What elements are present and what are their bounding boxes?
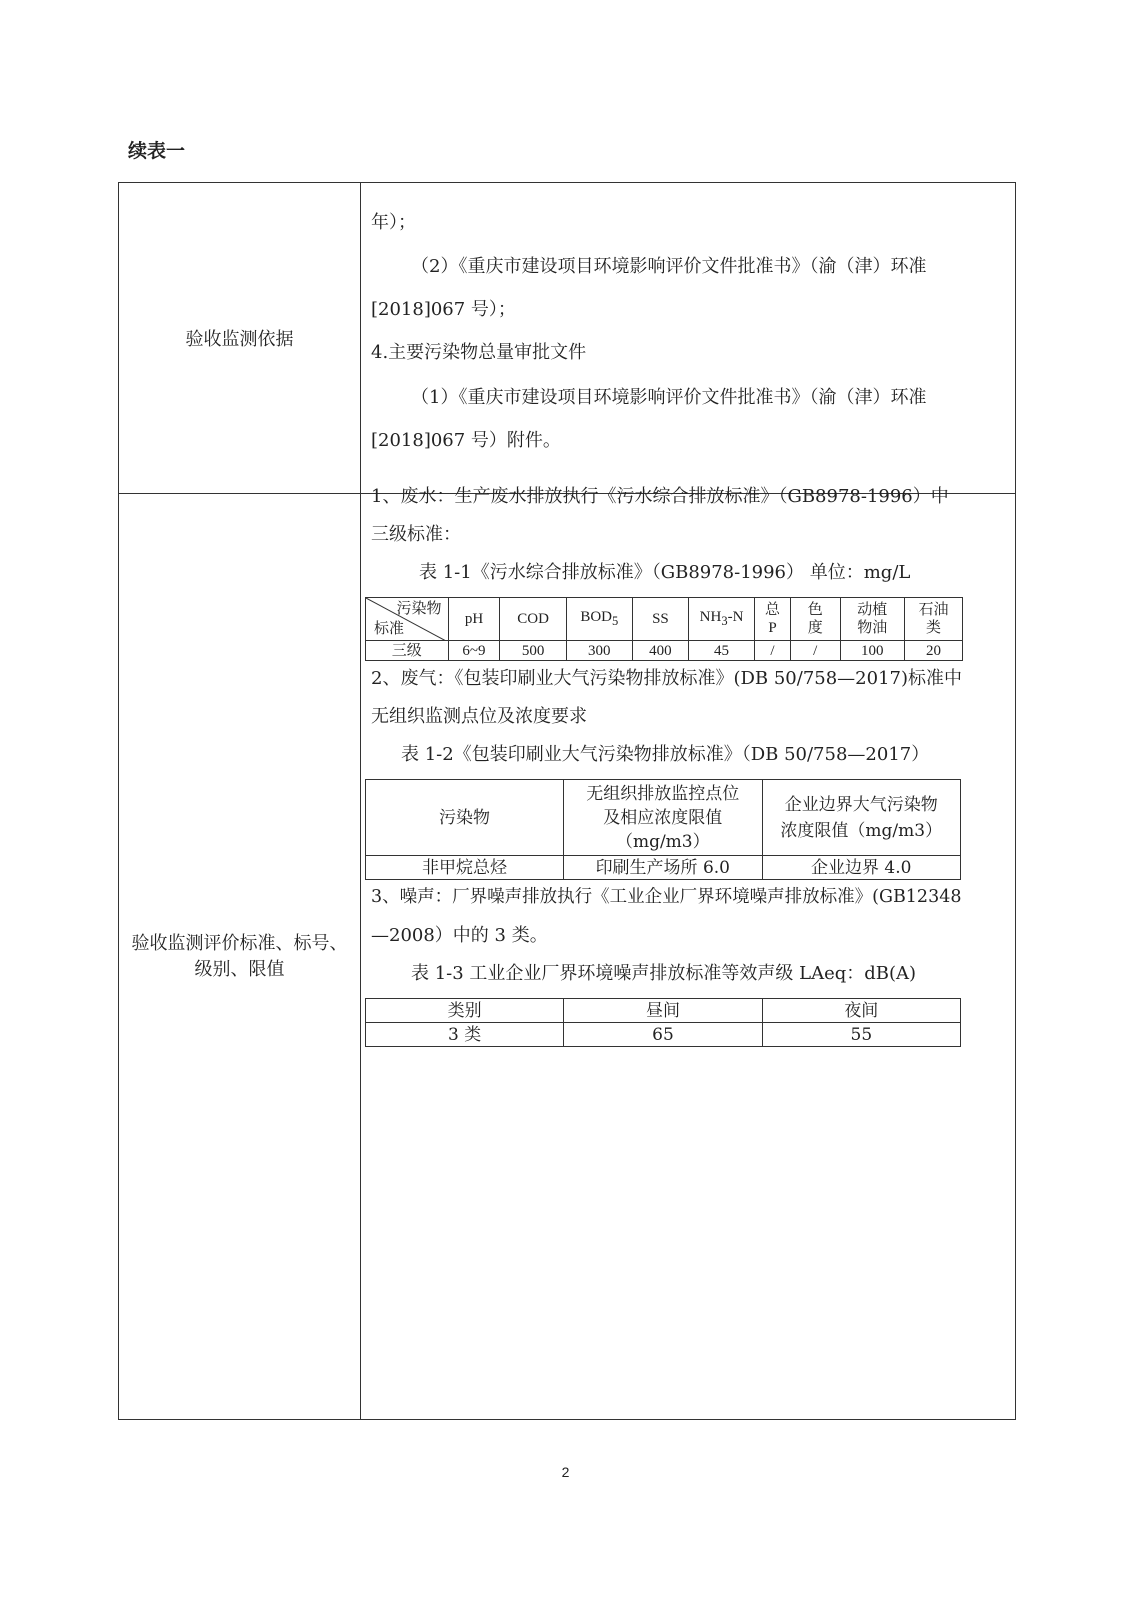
noise-line-2: —2008）中的 3 类。	[371, 925, 548, 946]
row2-label-line1: 验收监测评价标准、标号、	[131, 933, 348, 954]
noise-line-1: 3、噪声：厂界噪声排放执行《工业企业厂界环境噪声排放标准》(GB12348	[371, 887, 962, 907]
ww-header-tp-2: P	[768, 620, 777, 636]
row2-label	[119, 493, 360, 1421]
air-cell: 企业边界 4.0	[762, 856, 960, 880]
noise-cell: 3 类	[366, 1023, 564, 1047]
ww-header-oil-1: 动植	[857, 602, 888, 618]
ww-value: 6~9	[448, 641, 500, 661]
ww-row-label: 三级	[366, 641, 449, 661]
ww-header-ph: pH	[448, 598, 500, 641]
air-cell: 非甲烷总烃	[366, 856, 564, 880]
row1-label: 验收监测依据	[185, 329, 294, 350]
air-header-monitor-l3: （mg/m3）	[615, 831, 710, 852]
ww-header-bod5-sub: 5	[612, 614, 619, 628]
basis-line-6: [2018]067 号）附件。	[371, 430, 561, 451]
corner-top: 污染物	[396, 601, 442, 617]
ww-header-nh3n-a: NH	[699, 609, 722, 625]
noise-cell: 55	[762, 1023, 960, 1047]
ww-header-bod5-base: BOD	[580, 609, 612, 625]
column-divider	[360, 183, 361, 1419]
ww-value: /	[755, 641, 791, 661]
ww-value: 100	[840, 641, 904, 661]
basis-line-3: [2018]067 号）；	[371, 299, 516, 320]
basis-line-4: 4.主要污染物总量审批文件	[371, 342, 587, 363]
ww-header-nh3n-b: -N	[727, 609, 744, 625]
table3-caption: 表 1-3 工业企业厂界环境噪声排放标准等效声级 LAeq：dB(A)	[411, 963, 917, 984]
ww-header-tp-1: 总	[764, 602, 780, 618]
ww-header-petro	[904, 598, 962, 641]
air-header-pollutant: 污染物	[366, 780, 564, 856]
ww-header-color-1: 色	[807, 602, 823, 618]
ww-value: 20	[904, 641, 962, 661]
ww-header-petro-2: 类	[925, 620, 941, 636]
ww-header-oil-2: 物油	[857, 620, 888, 636]
ww-header-color	[790, 598, 840, 641]
ww-value: /	[790, 641, 840, 661]
corner-cell	[366, 598, 449, 641]
corner-bottom: 标准	[374, 621, 405, 637]
ww-header-nh3n-sub: 3	[721, 614, 728, 628]
wastewater-table	[365, 597, 963, 661]
air-header-monitor	[564, 780, 762, 856]
ww-header-oil	[840, 598, 904, 641]
noise-cell: 65	[564, 1023, 762, 1047]
row2-label-line2: 级别、限值	[194, 959, 285, 980]
ww-header-bod5	[566, 598, 632, 641]
wastewater-line-2: 三级标准：	[371, 524, 461, 545]
ww-header-tp	[755, 598, 791, 641]
air-header-boundary-l2: 浓度限值（mg/m3）	[780, 820, 943, 841]
basis-line-1: 年）；	[371, 212, 416, 233]
wastewater-line-1: 1、废水：生产废水排放执行《污水综合排放标准》（GB8978-1996）中	[371, 486, 949, 507]
air-table	[365, 779, 961, 880]
noise-table	[365, 998, 961, 1047]
ww-header-cod: COD	[500, 598, 566, 641]
page-title: 续表一	[128, 140, 186, 162]
air-cell: 印刷生产场所 6.0	[564, 856, 762, 880]
ww-header-color-2: 度	[807, 620, 823, 636]
ww-header-nh3n	[688, 598, 754, 641]
ww-value: 500	[500, 641, 566, 661]
air-header-monitor-l1: 无组织排放监控点位	[586, 783, 740, 804]
noise-header: 昼间	[564, 999, 762, 1023]
noise-header: 夜间	[762, 999, 960, 1023]
main-table	[118, 182, 1016, 1420]
air-header-boundary	[762, 780, 960, 856]
basis-line-5: （1）《重庆市建设项目环境影响评价文件批准书》（渝（津）环准	[411, 387, 927, 408]
page-number: 2	[561, 1464, 570, 1480]
basis-line-2: （2）《重庆市建设项目环境影响评价文件批准书》（渝（津）环准	[411, 256, 927, 277]
table2-caption: 表 1-2《包装印刷业大气污染物排放标准》（DB 50/758—2017）	[401, 744, 930, 765]
ww-value: 45	[688, 641, 754, 661]
ww-header-ss: SS	[632, 598, 688, 641]
air-line-2: 无组织监测点位及浓度要求	[371, 706, 587, 727]
ww-header-petro-1: 石油	[918, 602, 949, 618]
ww-value: 400	[632, 641, 688, 661]
noise-header: 类别	[366, 999, 564, 1023]
ww-value: 300	[566, 641, 632, 661]
air-line-1: 2、废气：《包装印刷业大气污染物排放标准》(DB 50/758—2017)标准中	[371, 668, 963, 689]
table1-caption: 表 1-1《污水综合排放标准》（GB8978-1996） 单位：mg/L	[419, 562, 911, 583]
air-header-monitor-l2: 及相应浓度限值	[603, 807, 723, 828]
air-header-boundary-l1: 企业边界大气污染物	[784, 794, 938, 815]
